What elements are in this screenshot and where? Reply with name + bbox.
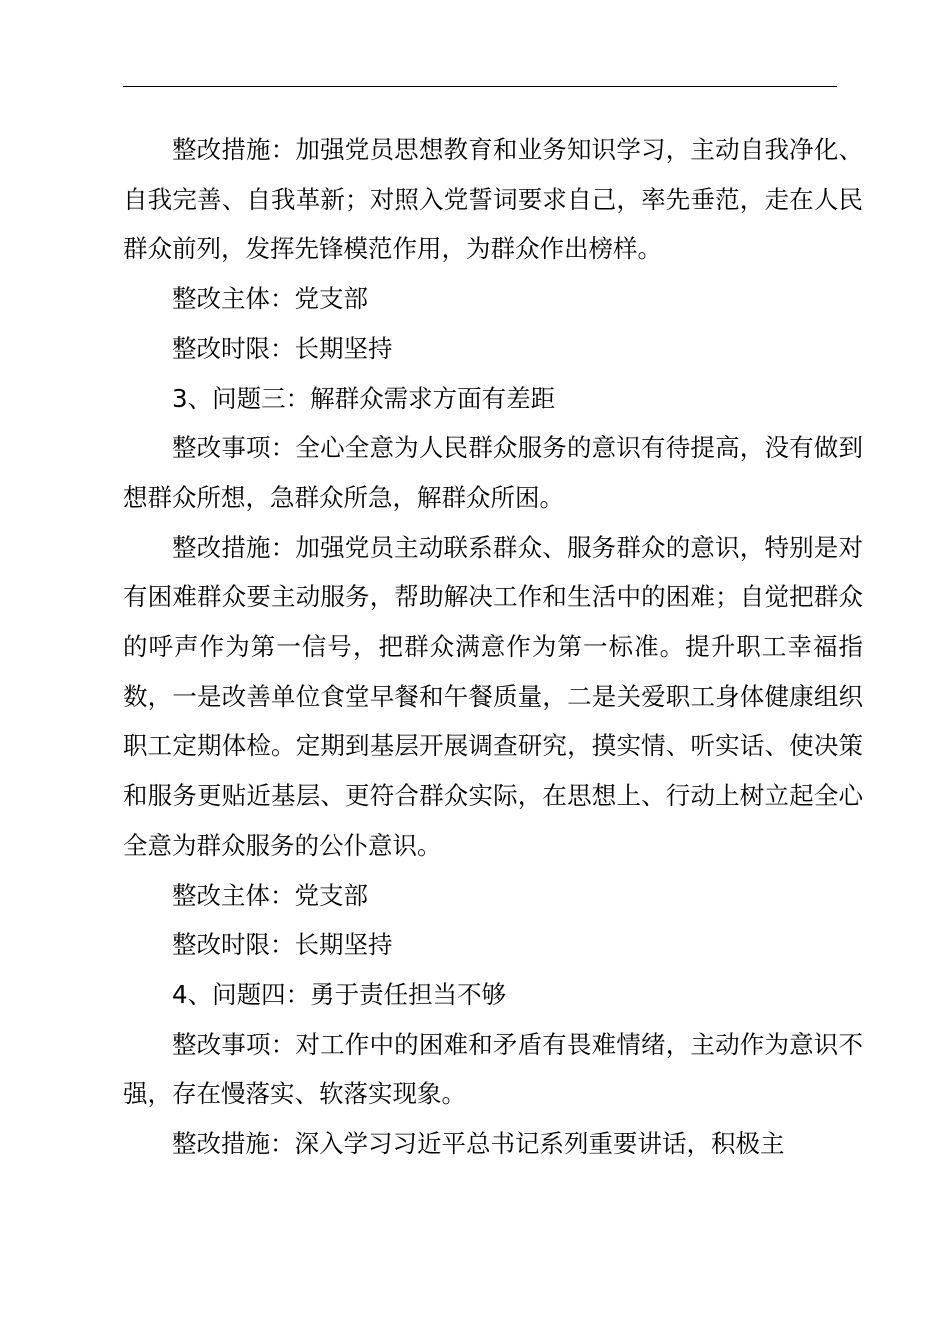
- paragraph-issue-4: 整改事项：对工作中的困难和矛盾有畏难情绪，主动作为意识不强，存在慢落实、软落实现象。: [123, 1029, 863, 1109]
- paragraph-measures-3: 整改措施：加强党员主动联系群众、服务群众的意识，特别是对有困难群众要主动服务，帮助解决工作和生活中的困难；自觉把群众的呼声作为第一信号，把群众满意作为第一标准。提升职工幸福指数，一是改善单位食堂早餐和午餐质量，二是关爱职工身体健康组织职工定期体检。定期到基层开展调查研究，摸实情、听实话、使决策和服务更贴近基层、更符合群众实际，在思想上、行动上树立起全心全意为群众服务的公仆意识。: [123, 532, 863, 860]
- paragraph-deadline-3: 整改时限：长期坚持: [172, 930, 393, 960]
- section-heading-problem-4: 4、问题四：勇于责任担当不够: [172, 979, 507, 1009]
- paragraph-deadline-2: 整改时限：长期坚持: [172, 333, 393, 363]
- paragraph-measures-2: 整改措施：加强党员思想教育和业务知识学习，主动自我净化、自我完善、自我革新；对照入党誓词要求自己，率先垂范，走在人民群众前列，发挥先锋模范作用，为群众作出榜样。: [123, 135, 863, 264]
- document-body: [123, 125, 863, 1169]
- paragraph-measures-4: 整改措施：深入学习习近平总书记系列重要讲话，积极主: [172, 1129, 785, 1159]
- paragraph-responsible-2: 整改主体：党支部: [172, 284, 368, 314]
- paragraph-responsible-3: 整改主体：党支部: [172, 880, 368, 910]
- section-heading-problem-3: 3、问题三：解群众需求方面有差距: [172, 383, 556, 413]
- header-divider: [123, 86, 837, 87]
- paragraph-issue-3: 整改事项：全心全意为人民群众服务的意识有待提高，没有做到想群众所想，急群众所急，解群众所困。: [123, 433, 863, 512]
